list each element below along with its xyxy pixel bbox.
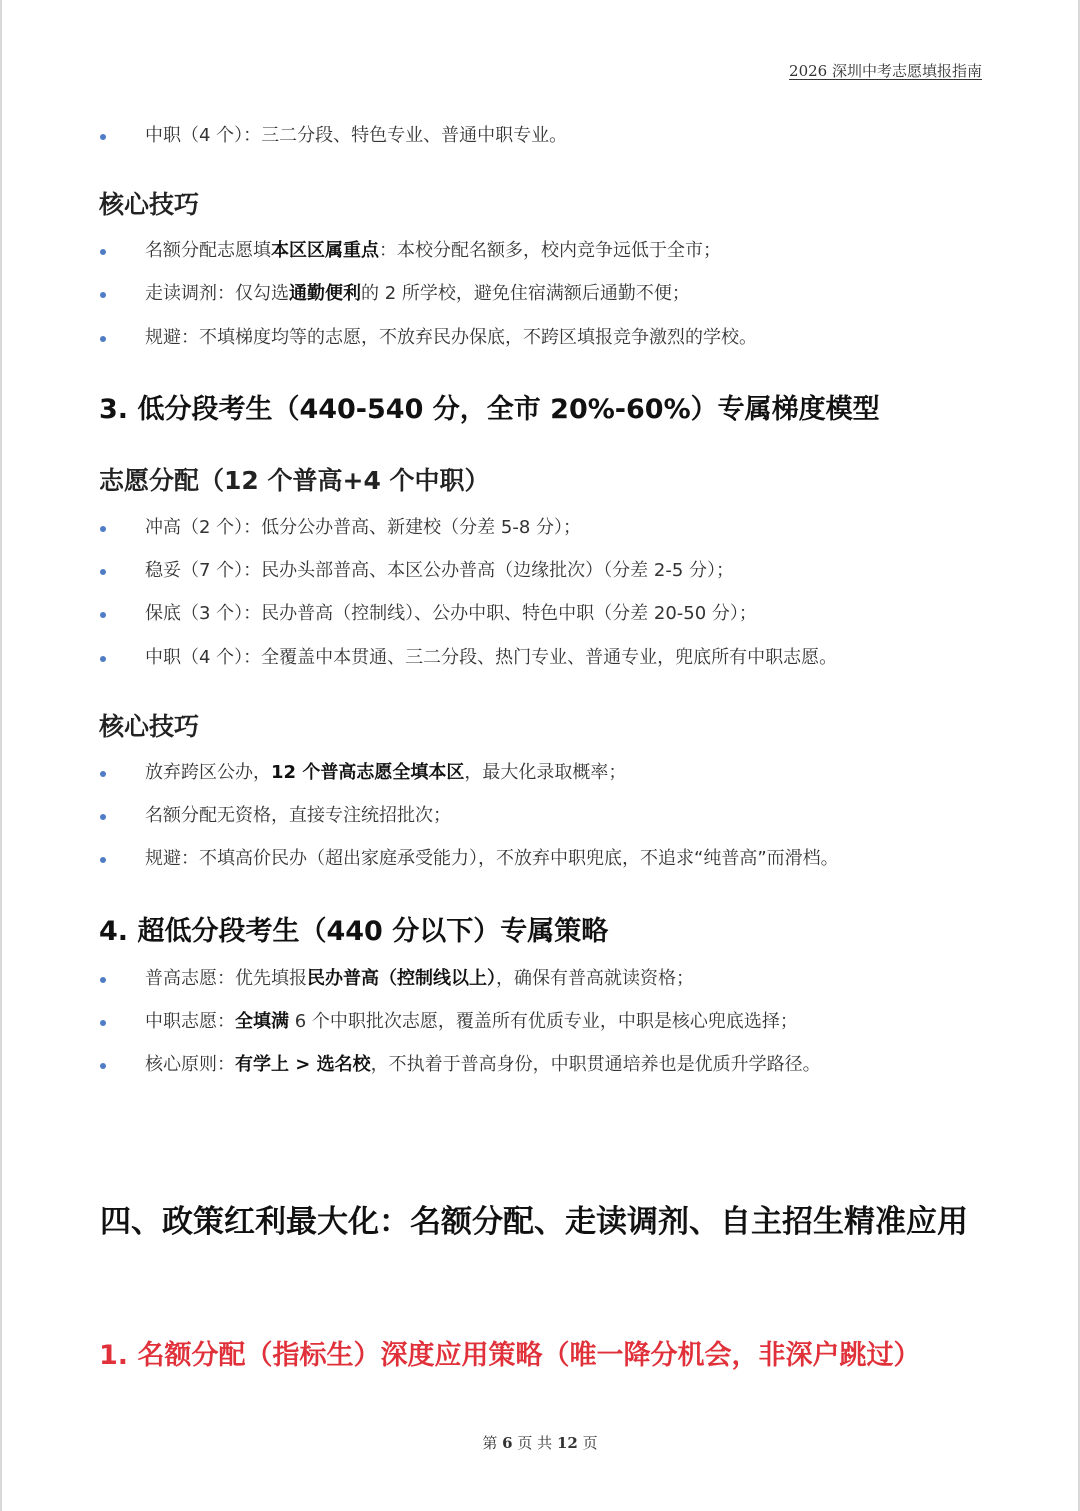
page-number: 6 (502, 1434, 513, 1452)
list-item-text: 核心原则：有学上 > 选名校，不执着于普高身份，中职贯通培养也是优质升学路径。 (145, 1054, 821, 1075)
list-item-text: 规避：不填高价民办（超出家庭承受能力），不放弃中职兜底，不追求“纯普高”而滑档。 (145, 848, 839, 869)
list-item-text: 保底（3 个）：民办普高（控制线）、公办中职、特色中职（分差 20-50 分）； (145, 603, 757, 624)
bullet-dot (100, 336, 106, 342)
bullet-dot (100, 292, 106, 298)
bullet-dot (100, 656, 106, 662)
bullet-dot (100, 771, 106, 777)
bullet-dot (100, 526, 106, 532)
section-heading-low-score: 3. 低分段考生（440-540 分，全市 20%-60%）专属梯度模型 (99, 394, 880, 425)
running-header: 2026 深圳中考志愿填报指南 (789, 62, 982, 80)
list-item-text: 冲高（2 个）：低分公办普高、新建校（分差 5-8 分）； (145, 517, 582, 538)
bullet-dot (100, 1063, 106, 1069)
bullet-dot (100, 612, 106, 618)
subsection-heading-quota: 1. 名额分配（指标生）深度应用策略（唯一降分机会，非深户跳过） (99, 1340, 921, 1371)
section-heading-ultra-low-score: 4. 超低分段考生（440 分以下）专属策略 (99, 916, 609, 947)
bullet-dot (100, 569, 106, 575)
bullet-dot (100, 814, 106, 820)
list-item-text: 规避：不填梯度均等的志愿，不放弃民办保底，不跨区填报竞争激烈的学校。 (145, 327, 757, 348)
list-item-text: 放弃跨区公办，12 个普高志愿全填本区，最大化录取概率； (145, 762, 627, 783)
page-footer: 第 6 页 共 12 页 (482, 1434, 598, 1452)
list-item-text: 中职志愿：全填满 6 个中职批次志愿，覆盖所有优质专业，中职是核心兜底选择； (145, 1011, 798, 1032)
bullet-dot (100, 134, 106, 140)
list-item-text: 名额分配志愿填本区区属重点：本校分配名额多，校内竞争远低于全市； (145, 240, 721, 261)
bullet-dot (100, 249, 106, 255)
bullet-dot (100, 977, 106, 983)
chapter-heading: 四、政策红利最大化：名额分配、走读调剂、自主招生精准应用 (100, 1204, 968, 1240)
core-tips-heading: 核心技巧 (99, 712, 200, 741)
list-item-text: 名额分配无资格，直接专注统招批次； (145, 805, 451, 826)
page-total: 12 (556, 1434, 578, 1452)
list-item-text: 普高志愿：优先填报民办普高（控制线以上），确保有普高就读资格； (145, 968, 694, 989)
bullet-dot (100, 1020, 106, 1026)
list-item-text: 中职（4 个）：三二分段、特色专业、普通中职专业。 (145, 125, 568, 146)
list-item-text: 中职（4 个）：全覆盖中本贯通、三二分段、热门专业、普通专业，兜底所有中职志愿。 (145, 647, 838, 668)
list-item-text: 稳妥（7 个）：民办头部普高、本区公办普高（边缘批次）（分差 2-5 分）； (145, 560, 735, 581)
allocation-heading: 志愿分配（12 个普高+4 个中职） (99, 466, 490, 495)
core-tips-heading: 核心技巧 (99, 190, 200, 219)
list-item-text: 走读调剂：仅勾选通勤便利的 2 所学校，避免住宿满额后通勤不便； (145, 283, 690, 304)
bullet-dot (100, 857, 106, 863)
